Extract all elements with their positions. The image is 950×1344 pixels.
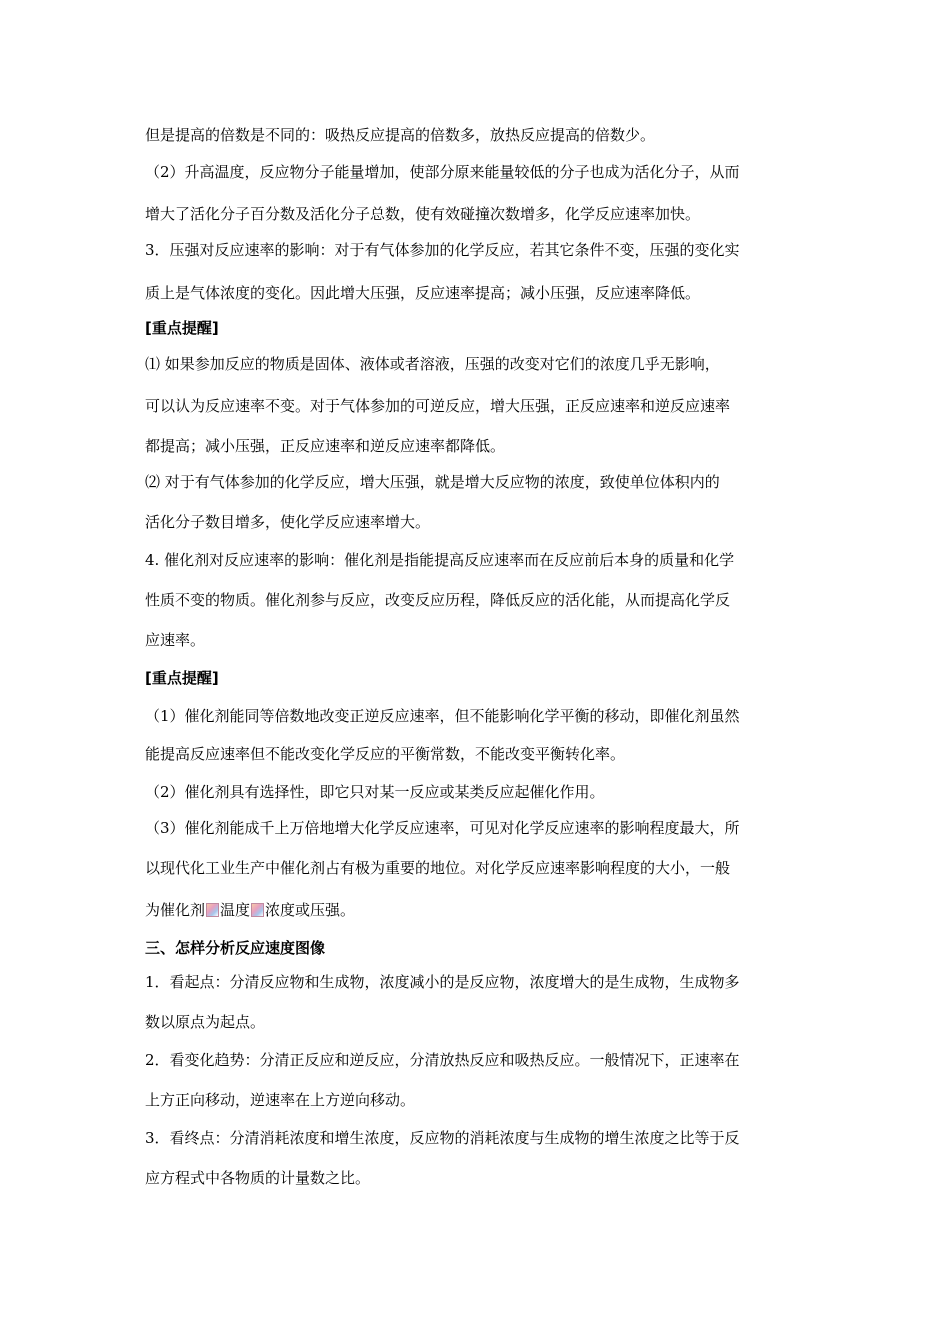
text-line: 但是提高的倍数是不同的：吸热反应提高的倍数多，放热反应提高的倍数少。 bbox=[145, 126, 656, 144]
text-line: 以现代化工业生产中催化剂占有极为重要的地位。对化学反应速率影响程度的大小，一般 bbox=[145, 859, 731, 877]
section-heading: [重点提醒] bbox=[145, 319, 219, 337]
text-segment: 为催化剂 bbox=[145, 901, 206, 919]
text-line: 应速率。 bbox=[145, 631, 206, 649]
greater-than-image-icon bbox=[251, 903, 264, 917]
text-line: （1）催化剂能同等倍数地改变正逆反应速率，但不能影响化学平衡的移动，即催化剂虽然 bbox=[145, 707, 740, 725]
text-line: 性质不变的物质。催化剂参与反应，改变反应历程，降低反应的活化能，从而提高化学反 bbox=[145, 591, 731, 609]
text-line: （2）升高温度，反应物分子能量增加，使部分原来能量较低的分子也成为活化分子，从而 bbox=[145, 163, 740, 181]
text-line: 应方程式中各物质的计量数之比。 bbox=[145, 1169, 371, 1187]
text-line: 3．压强对反应速率的影响：对于有气体参加的化学反应，若其它条件不变，压强的变化实 bbox=[145, 241, 740, 259]
text-line: 2．看变化趋势：分清正反应和逆反应，分清放热反应和吸热反应。一般情况下，正速率在 bbox=[145, 1051, 740, 1069]
text-line-with-images bbox=[145, 900, 355, 920]
text-line: ⑵ 对于有气体参加的化学反应，增大压强，就是增大反应物的浓度，致使单位体积内的 bbox=[145, 473, 720, 491]
text-line: 1．看起点：分清反应物和生成物，浓度减小的是反应物，浓度增大的是生成物，生成物多 bbox=[145, 973, 740, 991]
text-line: 可以认为反应速率不变。对于气体参加的可逆反应，增大压强，正反应速率和逆反应速率 bbox=[145, 397, 731, 415]
text-segment: 温度 bbox=[220, 901, 251, 919]
section-heading: [重点提醒] bbox=[145, 669, 219, 687]
text-line: 都提高；减小压强，正反应速率和逆反应速率都降低。 bbox=[145, 437, 506, 455]
text-segment: 浓度或压强。 bbox=[265, 901, 356, 919]
text-line: （2）催化剂具有选择性，即它只对某一反应或某类反应起催化作用。 bbox=[145, 783, 605, 801]
text-line: 数以原点为起点。 bbox=[145, 1013, 266, 1031]
greater-than-image-icon bbox=[206, 903, 219, 917]
text-line: ⑴ 如果参加反应的物质是固体、液体或者溶液，压强的改变对它们的浓度几乎无影响， bbox=[145, 355, 720, 373]
text-line: 4. 催化剂对反应速率的影响：催化剂是指能提高反应速率而在反应前后本身的质量和化学 bbox=[145, 551, 735, 569]
text-line: （3）催化剂能成千上万倍地增大化学反应速率，可见对化学反应速率的影响程度最大，所 bbox=[145, 819, 740, 837]
text-line: 上方正向移动，逆速率在上方逆向移动。 bbox=[145, 1091, 416, 1109]
text-line: 3．看终点：分清消耗浓度和增生浓度，反应物的消耗浓度与生成物的增生浓度之比等于反 bbox=[145, 1129, 740, 1147]
text-line: 活化分子数目增多，使化学反应速率增大。 bbox=[145, 513, 431, 531]
text-line: 能提高反应速率但不能改变化学反应的平衡常数，不能改变平衡转化率。 bbox=[145, 745, 626, 763]
section-heading: 三、怎样分析反应速度图像 bbox=[145, 939, 326, 957]
text-line: 质上是气体浓度的变化。因此增大压强，反应速率提高；减小压强，反应速率降低。 bbox=[145, 284, 701, 302]
text-line: 增大了活化分子百分数及活化分子总数，使有效碰撞次数增多，化学反应速率加快。 bbox=[145, 205, 701, 223]
